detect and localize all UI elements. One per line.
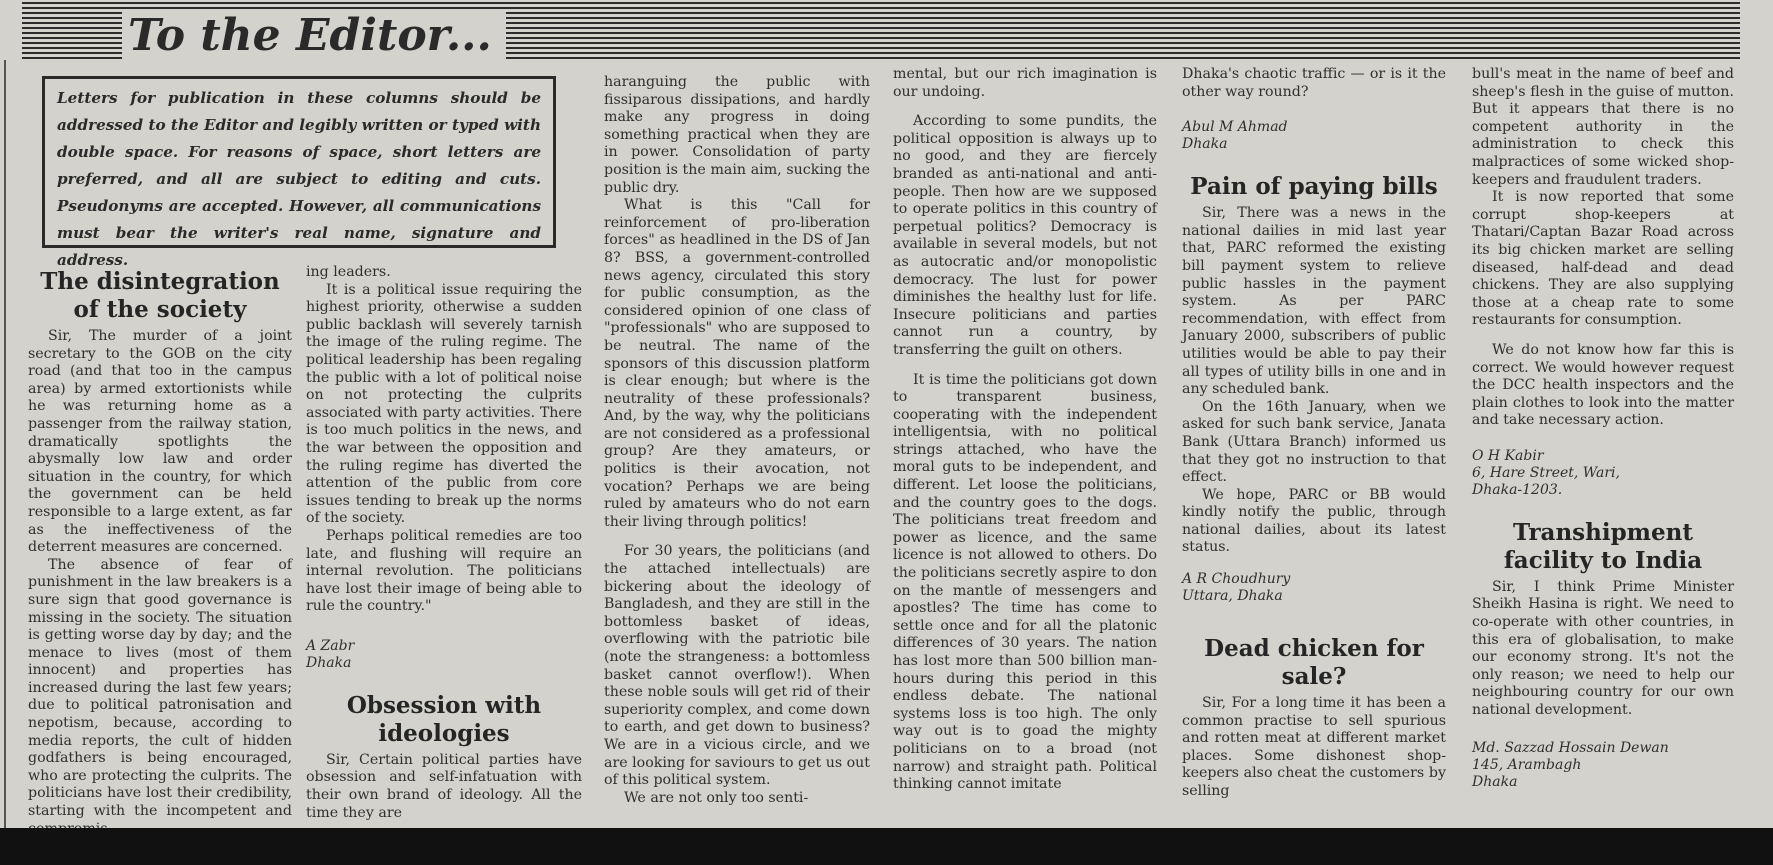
letter-paragraph: On the 16th January, when we asked for such bank service, Janata Bank (Uttara Branch) informed us that they got no instruction to that effect. xyxy=(1182,398,1446,486)
letter-paragraph: bull's meat in the name of beef and sheep's flesh in the guise of mutton. But it appears that there is no competent authority in the administration to check this malpractices of some wicked shop-keepers and fraudulent traders. xyxy=(1472,66,1734,188)
letter-paragraph: Sir, The murder of a joint secretary to the GOB on the city road (and that too in the campus area) by armed extortionists while he was returning home as a passenger from the railway station, dramatically spotlights the abysmally low law and order situation in the country, for which the government can be held responsible to a large extent, as far as the ineffectiveness of the deterrent measures are concerned. xyxy=(28,328,292,556)
background-strip xyxy=(0,828,1773,865)
letter-signature-location: Dhaka-1203. xyxy=(1472,481,1563,498)
letter-headline: Dead chicken for sale? xyxy=(1204,635,1424,691)
column-4 xyxy=(893,66,1157,794)
masthead-title: To the Editor... xyxy=(122,10,506,62)
letter-paragraph: According to some pundits, the political opposition is always up to no good, and they are fiercely branded as anti-national and anti-people. Then how are we supposed to operate politics in this country of perpetual politics? Democracy is available in several models, but not as autocratic and/or monopolistic democracy. The lust for power diminishes the healthy lust for life. Insecure politicians and parties cannot run a country, by transferring the guilt on others. xyxy=(893,113,1157,358)
letter-paragraph: We hope, PARC or BB would kindly notify the public, through national dailies, about its latest status. xyxy=(1182,486,1446,556)
letter-signature: A R Choudhury xyxy=(1182,571,1291,588)
left-border-rule xyxy=(4,60,6,830)
letter-paragraph: haranguing the public with fissiparous dissipations, and hardly make any progress in doing something practical when they are in power. Consolidation of party position is the main aim, sucking the public dry. xyxy=(604,74,870,196)
letter-paragraph: It is now reported that some corrupt shop-keepers at Thatari/Captan Bazar Road across its big chicken market are selling diseased, half-dead and dead chickens. They are also supplying those at a cheap rate to some restaurants for consumption. xyxy=(1472,189,1734,329)
letter-signature-address: 145, Arambagh xyxy=(1472,756,1582,773)
letter-paragraph: What is this "Call for reinforcement of pro-liberation forces" as headlined in the DS of Jan 8? BSS, a government-controlled news agency, circulated this story for public consumption, as the considered opinion of one class of "professionals" who are supposed to be neutral. The name of the sponsors of this discussion platform is clear enough; but where is the neutrality of these professionals? And, by the way, why the politicians are not considered as a professional group? Are they amateurs, or politics is their avocation, not vocation? Perhaps we are being ruled by amateurs who do not earn their living through politics! xyxy=(604,197,870,530)
column-1 xyxy=(28,268,292,838)
letter-headline: Obsession with ideologies xyxy=(346,691,542,747)
letter-paragraph: It is time the politicians got down to transparent business, cooperating with the independent intelligentsia, with no political strings attached, who have the moral guts to be independent, and different. Let loose the politicians, and the country goes to the dogs. The politicians treat freedom and power as licence, and the same licence is not allowed to others. Do the politicians secretly aspire to don on the mantle of messengers and apostles? The time has come to settle once and for all the platonic differences of 30 years. The nation has lost more than 500 billion man-hours during this period in this endless debate. The national systems loss is too high. The only way out is to goad the mighty politicians on to a broad (not narrow) and straight path. Political thinking cannot imitate xyxy=(893,371,1157,793)
letter-paragraph: Sir, There was a news in the national dailies in mid last year that, PARC reformed the existing bill payment system to relieve public hassles in the payment system. As per PARC recommendation, with effect from January 2000, subscribers of public utilities would be able to pay their all types of utility bills in one and in any scheduled bank. xyxy=(1182,205,1446,398)
letter-headline: The disintegration of the society xyxy=(40,268,280,323)
letter-paragraph: ing leaders. xyxy=(306,264,391,280)
letter-paragraph: Perhaps political remedies are too late, and flushing will require an internal revolution. The politicians have lost their image of being able to rule the country." xyxy=(306,527,582,615)
masthead-banner xyxy=(22,2,1740,60)
letter-paragraph: We are not only too senti- xyxy=(624,789,809,806)
column-3 xyxy=(604,74,870,807)
letter-signature: O H Kabir xyxy=(1472,447,1544,464)
column-5 xyxy=(1182,66,1446,801)
letter-signature-location: Dhaka xyxy=(1472,773,1518,790)
letter-paragraph: It is a political issue requiring the highest priority, otherwise a sudden public backlash will severely tarnish the image of the ruling regime. The political leadership has been regaling the public with a lot of political noise on not protecting the culprits associated with party activities. There is too much politics in the news, and the war between the opposition and the ruling regime has diverted the attention of the public from core issues tending to break up the norms of the society. xyxy=(306,281,582,527)
letter-signature-location: Uttara, Dhaka xyxy=(1182,588,1283,605)
letter-headline: Transhipment facility to India xyxy=(1503,518,1703,574)
column-2 xyxy=(306,264,582,822)
letter-signature-location: Dhaka xyxy=(1182,136,1228,153)
letter-headline: Pain of paying bills xyxy=(1190,173,1438,201)
letter-signature: A Zabr xyxy=(306,637,355,654)
letter-signature-address: 6, Hare Street, Wari, xyxy=(1472,464,1620,481)
letter-paragraph: For 30 years, the politicians (and the attached intellectuals) are bickering about the ideology of Bangladesh, and they are still in the bottomless basket of ideas, overflowing with the patriotic bile (note the strangeness: a bottomless basket cannot overflow!). When these noble souls will get rid of their superiority complex, and come down to earth, and get down to business? We are in a vicious circle, and we are looking for saviours to get us out of this political system. xyxy=(604,543,871,789)
letter-paragraph: Sir, Certain political parties have obsession and self-infatuation with their own brand of ideology. All the time they are xyxy=(306,751,582,821)
letter-paragraph: Sir, For a long time it has been a common practise to sell spurious and rotten meat at different market places. Some dishonest shop-keepers also cheat the customers by selling xyxy=(1182,695,1446,800)
letter-paragraph: We do not know how far this is correct. We would however request the DCC health inspectors and the plain clothes to look into the matter and take necessary action. xyxy=(1472,341,1734,429)
editorial-notice-box: Letters for publication in these columns should be addressed to the Editor and legibly written or typed with double space. For reasons of space, short letters are preferred, and all are subject to editing and cuts. Pseudonyms are accepted. However, all communications must bear the writer's real name, signature and address. xyxy=(42,76,556,248)
letter-signature: Abul M Ahmad xyxy=(1182,119,1288,136)
letter-paragraph: Sir, I think Prime Minister Sheikh Hasina is right. We need to co-operate with other countries, in this era of globalisation, to make our economy strong. It's not the only reason; we need to help our neighbouring country for our own national development. xyxy=(1472,578,1734,719)
letter-paragraph: The absence of fear of punishment in the law breakers is a sure sign that good governance is missing in the society. The situation is getting worse day by day; and the menace to lives (most of them innocent) and properties has increased during the last few years; due to political patronisation and nepotism, because, according to media reports, the cult of hidden godfathers is being encouraged, who are protecting the culprits. The politicians have lost their credibility, starting with the incompetent and xyxy=(28,556,292,820)
column-6 xyxy=(1472,66,1734,791)
letter-paragraph: mental, but our rich imagination is our undoing. xyxy=(893,66,1157,100)
letter-paragraph: Dhaka's chaotic traffic — or is it the other way round? xyxy=(1182,66,1446,100)
letter-signature: Md. Sazzad Hossain Dewan xyxy=(1472,739,1669,756)
letter-signature-location: Dhaka xyxy=(306,654,352,671)
